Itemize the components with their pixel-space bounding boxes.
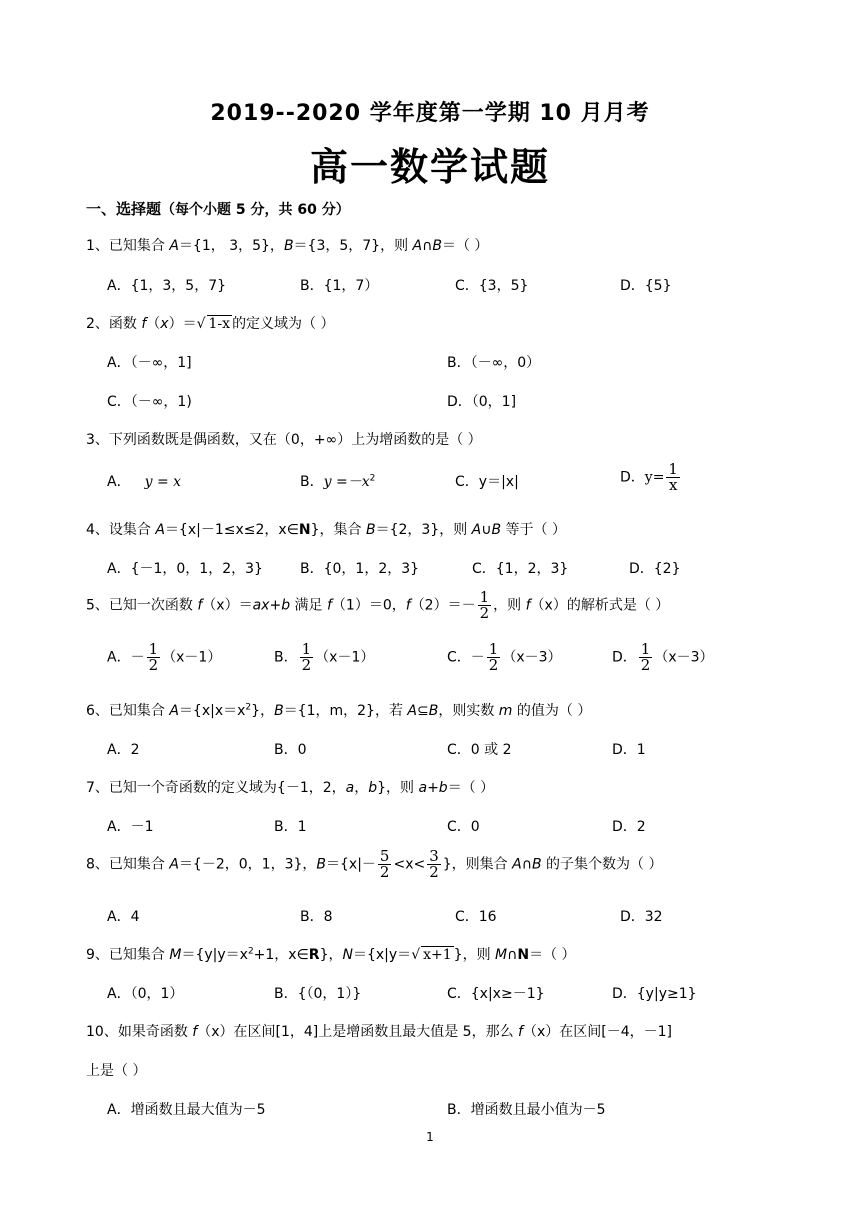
fraction: $\frac{3}{2}$ <box>429 847 439 881</box>
q1-option-c: C．{3，5} <box>455 278 529 294</box>
fraction: $\frac{1}{2}$ <box>479 588 490 622</box>
exam-term-title: 2019--2020 学年度第一学期 10 月月考 <box>210 101 650 126</box>
q7-option-a: A．－1 <box>107 819 154 835</box>
q9-option-b: B．{（0，1）} <box>274 986 362 1002</box>
fraction: $\frac{1}{2}$ <box>301 640 312 674</box>
section-note: （每个小题 5 分，共 60 分） <box>161 202 350 218</box>
q5-option-b: B． $\frac{1}{2}$ （x－1） <box>274 640 375 674</box>
q3-option-c: C．y＝|x| <box>455 474 519 490</box>
q4-option-c: C．{1，2，3} <box>472 561 569 577</box>
q6-option-c: C．0 或 2 <box>447 742 512 758</box>
q2-option-c: C．（－∞，1) <box>107 394 192 410</box>
section-title: 一、选择题 <box>86 200 162 218</box>
question-9: 9、已知集合 $M=\{y|y=x^2+1$，x∈R}，N＝{x|y＝√ x+1 }，则 M∩N＝（ ） <box>86 946 576 963</box>
question-10-line2: 上是（ ） <box>86 1063 147 1079</box>
q3-option-b: B．$y =-x^2$ <box>300 473 376 490</box>
q2-option-b: B．（－∞，0） <box>447 355 541 371</box>
fraction: $\frac{1}{2}$ <box>148 640 159 674</box>
q9-option-d: D．{y|y≥1} <box>612 986 697 1002</box>
fraction: $\frac{1}{2}$ <box>488 640 499 674</box>
question-3: 3、下列函数既是偶函数，又在（0，+∞）上为增函数的是（ ） <box>86 432 482 448</box>
question-4: 4、设集合 A＝{x|－1≤x≤2，x∈N}，集合 B＝{2，3}，则 A∪B 等于（ ） <box>86 522 567 538</box>
sqrt-symbol: √ <box>411 947 421 963</box>
fraction: $\frac{1}{2}$ <box>640 640 651 674</box>
page-number: 1 <box>426 1130 434 1144</box>
q8-option-b: B．8 <box>300 909 333 925</box>
sqrt-symbol: √ <box>196 316 206 332</box>
q3-option-a: A． y = x <box>107 474 182 490</box>
sqrt-radicand: 1-x <box>208 316 231 332</box>
q5-option-d: D． $\frac{1}{2}$ （x－3） <box>612 640 714 674</box>
q2-option-a: A．（－∞，1] <box>107 355 192 371</box>
q7-option-b: B．1 <box>274 819 307 835</box>
exam-subject-title: 高一数学试题 <box>309 145 550 189</box>
q7-option-c: C．0 <box>447 819 480 835</box>
q4-option-b: B．{0，1，2，3} <box>300 561 420 577</box>
question-6: 6、已知集合 $A=\{x|x=x^2\}$，B＝{1，m，2}，若 A⊆B，则实数 m 的值为（ ） <box>86 702 592 719</box>
question-10: 10、如果奇函数 f（x）在区间[1，4]上是增函数且最大值是 5，那么 f（x）在区间[－4，－1] <box>86 1024 673 1040</box>
q1-option-a: A．{1，3，5，7} <box>107 278 227 294</box>
q5-option-c: C．－ $\frac{1}{2}$ （x－3） <box>447 640 562 674</box>
q10-option-b: B．增函数且最小值为－5 <box>447 1102 606 1118</box>
q3-option-d: D．y= $\frac{1}{x}$ <box>620 460 678 494</box>
question-2: 2、函数 f（x）＝√ 1-x 的定义域为（ ） <box>86 316 335 332</box>
q6-option-d: D．1 <box>612 742 646 758</box>
q4-option-a: A．{－1，0，1，2，3} <box>107 561 263 577</box>
q8-option-d: D．32 <box>620 909 663 925</box>
section-heading <box>86 198 350 219</box>
fraction: $\frac{1}{x}$ <box>668 460 678 494</box>
q4-option-d: D．{2} <box>629 561 681 577</box>
q2-option-d: D．（0，1] <box>447 394 517 410</box>
q8-option-a: A．4 <box>107 909 140 925</box>
question-7: 7、已知一个奇函数的定义域为{－1，2，a，b}，则 a+b＝（ ） <box>86 780 495 796</box>
sqrt-radicand: x+1 <box>423 947 452 963</box>
q7-option-d: D．2 <box>612 819 646 835</box>
q8-option-c: C．16 <box>455 909 497 925</box>
q6-option-a: A．2 <box>107 742 140 758</box>
q6-option-b: B．0 <box>274 742 307 758</box>
question-1: 1、已知集合 A＝{1， 3，5}，B＝{3，5，7}，则 A∩B＝（ ） <box>86 238 489 254</box>
q1-option-d: D．{5} <box>620 278 672 294</box>
q1-option-b: B．{1，7） <box>300 278 379 294</box>
question-5: 5、已知一次函数 f（x）＝ax+b 满足 f（1）＝0，f（2）＝－ $\frac{1}{2}$ ，则 f（x）的解析式是（ ） <box>86 588 670 622</box>
question-8: 8、已知集合 A＝{－2，0，1，3}，B＝{x|－ $\frac{5}{2}$ <x< $\frac{3}{2}$ }，则集合 A∩B 的子集个数为（ ） <box>86 847 663 881</box>
q9-option-c: C．{x|x≥－1} <box>447 986 545 1002</box>
q9-option-a: A．（0，1） <box>107 986 184 1002</box>
q5-option-a: A．－ $\frac{1}{2}$ （x－1） <box>107 640 222 674</box>
q10-option-a: A．增函数且最大值为－5 <box>107 1102 266 1118</box>
fraction: $\frac{5}{2}$ <box>379 847 390 881</box>
